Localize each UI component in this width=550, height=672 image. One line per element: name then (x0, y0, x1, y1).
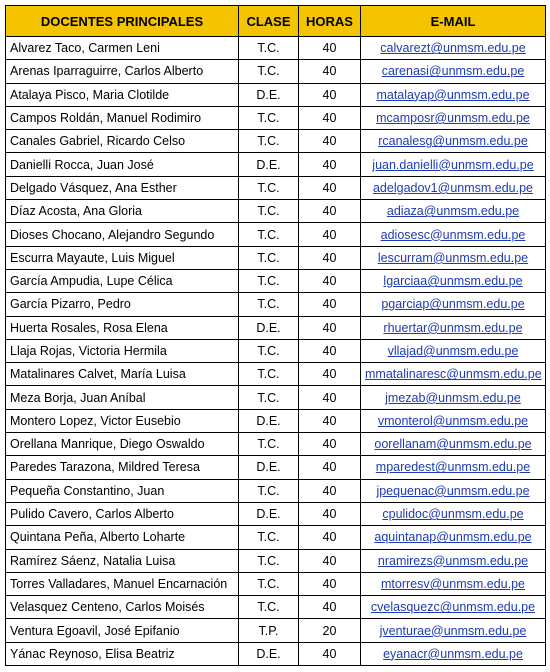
email-cell (361, 456, 546, 479)
table-row (6, 339, 546, 362)
teacher-name-cell: Delgado Vásquez, Ana Esther (6, 176, 239, 199)
teacher-name-cell: Velasquez Centeno, Carlos Moisés (6, 596, 239, 619)
clase-cell: T.C. (239, 37, 299, 60)
table-row (6, 386, 546, 409)
table-row (6, 223, 546, 246)
teacher-name-cell: Pulido Cavero, Carlos Alberto (6, 502, 239, 525)
table-row (6, 456, 546, 479)
clase-cell: T.C. (239, 176, 299, 199)
table-row (6, 200, 546, 223)
teacher-name-cell: Pequeña Constantino, Juan (6, 479, 239, 502)
table-row (6, 246, 546, 269)
horas-cell: 40 (299, 363, 361, 386)
horas-cell: 40 (299, 433, 361, 456)
horas-cell: 40 (299, 386, 361, 409)
teacher-name-cell: García Ampudia, Lupe Célica (6, 269, 239, 292)
teacher-name-cell: Arenas Iparraguirre, Carlos Alberto (6, 60, 239, 83)
table-row (6, 409, 546, 432)
email-link[interactable]: eyanacr@unmsm.edu.pe (383, 646, 523, 661)
teacher-name-cell: Matalinares Calvet, María Luisa (6, 363, 239, 386)
horas-cell: 40 (299, 526, 361, 549)
table-row (6, 83, 546, 106)
table-row (6, 433, 546, 456)
table-row (6, 130, 546, 153)
email-link[interactable]: rhuertar@unmsm.edu.pe (383, 320, 523, 335)
clase-cell: T.C. (239, 60, 299, 83)
teacher-name-cell: Paredes Tarazona, Mildred Teresa (6, 456, 239, 479)
table-row (6, 502, 546, 525)
email-link[interactable]: adiaza@unmsm.edu.pe (386, 204, 520, 219)
email-link[interactable]: cpulidoc@unmsm.edu.pe (382, 507, 524, 522)
email-link[interactable]: calvarezt@unmsm.edu.pe (380, 41, 526, 56)
table-row (6, 153, 546, 176)
table-row (6, 269, 546, 292)
table-row (6, 293, 546, 316)
faculty-table (5, 5, 546, 666)
teacher-name-cell: Meza Borja, Juan Aníbal (6, 386, 239, 409)
email-cell (361, 37, 546, 60)
email-link[interactable]: nramirezs@unmsm.edu.pe (377, 553, 529, 568)
header-email: E-MAIL (361, 6, 546, 37)
horas-cell: 40 (299, 456, 361, 479)
clase-cell: T.C. (239, 386, 299, 409)
header-clase: CLASE (239, 6, 299, 37)
email-cell (361, 642, 546, 665)
email-cell (361, 572, 546, 595)
email-cell (361, 549, 546, 572)
teacher-name-cell: Ramírez Sáenz, Natalia Luisa (6, 549, 239, 572)
table-row (6, 596, 546, 619)
horas-cell: 40 (299, 572, 361, 595)
teacher-name-cell: Alvarez Taco, Carmen Leni (6, 37, 239, 60)
email-link[interactable]: jpequenac@unmsm.edu.pe (376, 483, 530, 498)
email-link[interactable]: vmonterol@unmsm.edu.pe (377, 413, 529, 428)
header-docentes-principales: DOCENTES PRINCIPALES (6, 6, 239, 37)
email-cell (361, 409, 546, 432)
table-row (6, 619, 546, 642)
teacher-name-cell: Danielli Rocca, Juan José (6, 153, 239, 176)
clase-cell: T.C. (239, 223, 299, 246)
email-link[interactable]: mmatalinaresc@unmsm.edu.pe (365, 367, 542, 382)
email-cell (361, 526, 546, 549)
email-link[interactable]: jmezab@unmsm.edu.pe (385, 390, 521, 405)
horas-cell: 40 (299, 60, 361, 83)
email-cell (361, 200, 546, 223)
teacher-name-cell: Campos Roldán, Manuel Rodimiro (6, 106, 239, 129)
teacher-name-cell: Canales Gabriel, Ricardo Celso (6, 130, 239, 153)
email-link[interactable]: cvelasquezc@unmsm.edu.pe (370, 600, 536, 615)
clase-cell: T.C. (239, 479, 299, 502)
table-row (6, 479, 546, 502)
clase-cell: D.E. (239, 502, 299, 525)
table-body (6, 37, 546, 666)
table-row (6, 572, 546, 595)
clase-cell: D.E. (239, 642, 299, 665)
horas-cell: 40 (299, 246, 361, 269)
email-link[interactable]: matalayap@unmsm.edu.pe (376, 87, 530, 102)
table-row (6, 106, 546, 129)
clase-cell: D.E. (239, 456, 299, 479)
horas-cell: 40 (299, 200, 361, 223)
clase-cell: T.C. (239, 433, 299, 456)
horas-cell: 40 (299, 106, 361, 129)
email-cell (361, 60, 546, 83)
clase-cell: T.C. (239, 200, 299, 223)
table-row (6, 363, 546, 386)
horas-cell: 40 (299, 339, 361, 362)
teacher-name-cell: Orellana Manrique, Diego Oswaldo (6, 433, 239, 456)
email-cell (361, 363, 546, 386)
email-link[interactable]: adiosesc@unmsm.edu.pe (380, 227, 526, 242)
table-row (6, 176, 546, 199)
email-cell (361, 246, 546, 269)
email-link[interactable]: aquintanap@unmsm.edu.pe (374, 530, 532, 545)
clase-cell: T.C. (239, 130, 299, 153)
clase-cell: T.C. (239, 246, 299, 269)
horas-cell: 40 (299, 409, 361, 432)
teacher-name-cell: Dioses Chocano, Alejandro Segundo (6, 223, 239, 246)
horas-cell: 40 (299, 83, 361, 106)
horas-cell: 40 (299, 316, 361, 339)
teacher-name-cell: Quintana Peña, Alberto Loharte (6, 526, 239, 549)
email-cell (361, 479, 546, 502)
email-cell (361, 433, 546, 456)
email-link[interactable]: juan.danielli@unmsm.edu.pe (372, 157, 534, 172)
teacher-name-cell: Ventura Egoavil, José Epifanio (6, 619, 239, 642)
clase-cell: T.C. (239, 572, 299, 595)
clase-cell: T.P. (239, 619, 299, 642)
email-cell (361, 386, 546, 409)
table-row (6, 316, 546, 339)
email-cell (361, 293, 546, 316)
clase-cell: T.C. (239, 363, 299, 386)
horas-cell: 40 (299, 293, 361, 316)
teacher-name-cell: Díaz Acosta, Ana Gloria (6, 200, 239, 223)
horas-cell: 40 (299, 549, 361, 572)
teacher-name-cell: Llaja Rojas, Victoria Hermila (6, 339, 239, 362)
horas-cell: 20 (299, 619, 361, 642)
clase-cell: T.C. (239, 549, 299, 572)
email-cell (361, 223, 546, 246)
email-link[interactable]: mtorresv@unmsm.edu.pe (381, 576, 525, 591)
horas-cell: 40 (299, 502, 361, 525)
clase-cell: D.E. (239, 83, 299, 106)
horas-cell: 40 (299, 479, 361, 502)
header-horas: HORAS (299, 6, 361, 37)
email-cell (361, 339, 546, 362)
email-cell (361, 502, 546, 525)
email-link[interactable]: vllajad@unmsm.edu.pe (387, 344, 519, 358)
email-link[interactable]: oorellanam@unmsm.edu.pe (374, 437, 532, 452)
email-cell (361, 316, 546, 339)
email-link[interactable]: mparedest@unmsm.edu.pe (375, 460, 531, 475)
faculty-table-container (5, 5, 546, 666)
horas-cell: 40 (299, 642, 361, 665)
teacher-name-cell: Yánac Reynoso, Elisa Beatriz (6, 642, 239, 665)
clase-cell: D.E. (239, 316, 299, 339)
email-cell (361, 619, 546, 642)
email-link[interactable]: lescurram@unmsm.edu.pe (377, 250, 529, 265)
teacher-name-cell: García Pizarro, Pedro (6, 293, 239, 316)
email-cell (361, 269, 546, 292)
horas-cell: 40 (299, 37, 361, 60)
email-link[interactable]: jventurae@unmsm.edu.pe (379, 623, 527, 638)
email-link[interactable]: rcanalesg@unmsm.edu.pe (378, 134, 528, 149)
email-link[interactable]: pgarciap@unmsm.edu.pe (381, 297, 525, 312)
horas-cell: 40 (299, 176, 361, 199)
table-row (6, 60, 546, 83)
clase-cell: T.C. (239, 526, 299, 549)
email-cell (361, 596, 546, 619)
header-row (6, 6, 546, 37)
clase-cell: T.C. (239, 339, 299, 362)
email-cell (361, 106, 546, 129)
teacher-name-cell: Torres Valladares, Manuel Encarnación (6, 572, 239, 595)
table-row (6, 549, 546, 572)
teacher-name-cell: Escurra Mayaute, Luis Miguel (6, 246, 239, 269)
email-link[interactable]: mcamposr@unmsm.edu.pe (376, 111, 530, 126)
horas-cell: 40 (299, 269, 361, 292)
teacher-name-cell: Montero Lopez, Victor Eusebio (6, 409, 239, 432)
email-cell (361, 130, 546, 153)
horas-cell: 40 (299, 596, 361, 619)
email-cell (361, 153, 546, 176)
clase-cell: D.E. (239, 153, 299, 176)
teacher-name-cell: Atalaya Pisco, Maria Clotilde (6, 83, 239, 106)
clase-cell: T.C. (239, 106, 299, 129)
email-link[interactable]: carenasi@unmsm.edu.pe (381, 64, 525, 79)
table-header (6, 6, 546, 37)
horas-cell: 40 (299, 130, 361, 153)
table-row (6, 37, 546, 60)
teacher-name-cell: Huerta Rosales, Rosa Elena (6, 316, 239, 339)
email-cell (361, 83, 546, 106)
clase-cell: T.C. (239, 269, 299, 292)
clase-cell: T.C. (239, 293, 299, 316)
table-row (6, 526, 546, 549)
horas-cell: 40 (299, 223, 361, 246)
clase-cell: T.C. (239, 596, 299, 619)
email-link[interactable]: adelgadov1@unmsm.edu.pe (372, 180, 534, 195)
email-link[interactable]: lgarciaa@unmsm.edu.pe (383, 274, 523, 289)
table-row (6, 642, 546, 665)
clase-cell: D.E. (239, 409, 299, 432)
horas-cell: 40 (299, 153, 361, 176)
email-cell (361, 176, 546, 199)
